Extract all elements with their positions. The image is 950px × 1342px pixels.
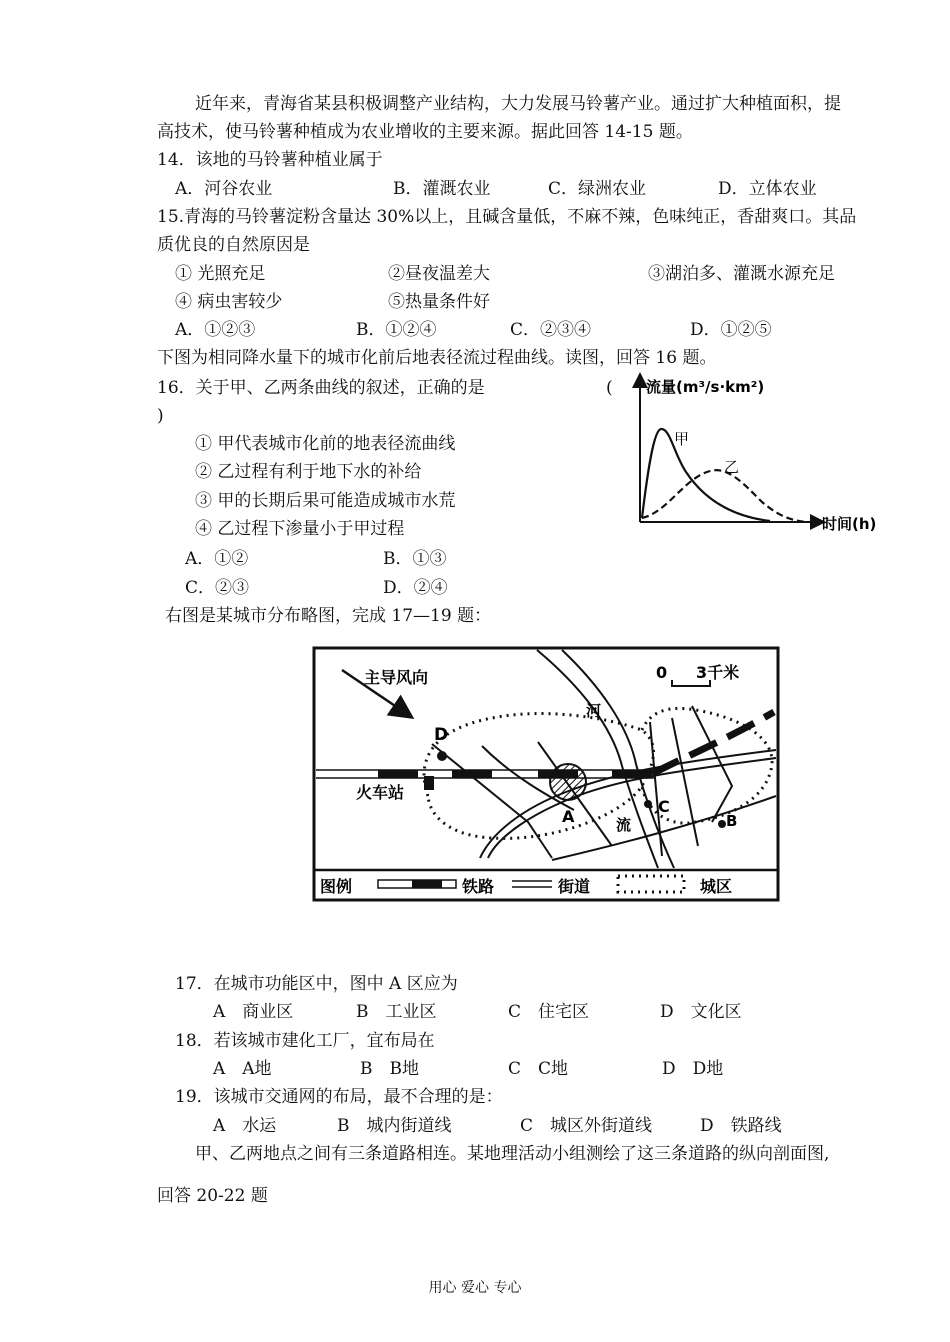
point-b-label: B [726,812,738,830]
y-axis-label: 流量(m³/s·km²) [646,378,765,396]
q17-option-c: C 住宅区 [508,1002,590,1022]
point-b-marker [718,820,726,828]
q19-stem: 19．该城市交通网的布局，最不合理的是： [175,1087,503,1107]
river-label-lower: 流 [616,816,632,834]
point-a-marker [550,764,586,800]
intro-line-2: 高技术，使马铃薯种植成为农业增收的主要来源。据此回答 14-15 题。 [157,122,693,142]
q14-option-c: C．绿洲农业 [548,179,647,199]
q18-option-d: D D地 [662,1059,724,1079]
q16-option-c: C．②③ [185,578,250,598]
page-footer: 用心 爱心 专心 [428,1280,522,1296]
q16-option-b: B．①③ [383,549,447,569]
curve-yi [642,470,806,522]
q16-paren-close: ) [157,406,164,426]
legend-title: 图例 [320,877,353,896]
q16-stem: 16．关于甲、乙两条曲线的叙述，正确的是 [157,378,485,398]
scale-zero: 0 [656,663,668,682]
legend-street-label: 街道 [558,877,591,896]
point-c-label: C [658,797,670,816]
point-d-marker [437,751,447,761]
intro16-text: 下图为相同降水量下的城市化前后地表径流过程曲线。读图，回答 16 题。 [157,348,717,368]
runoff-hydrograph [620,372,890,542]
legend-railway-fill [412,880,442,888]
station-label: 火车站 [356,783,405,802]
q16-item-4: ④ 乙过程下渗量小于甲过程 [195,519,405,539]
q15-item-5: ⑤热量条件好 [388,292,490,312]
intro20-line-1: 甲、乙两地点之间有三条道路相连。某地理活动小组测绘了这三条道路的纵向剖面图, [195,1144,830,1164]
q19-option-a: A 水运 [213,1116,277,1136]
q18-option-b: B B地 [360,1059,419,1079]
q15-item-1: ① 光照充足 [175,264,266,284]
intro17-text: 右图是某城市分布略图，完成 17—19 题： [165,606,492,626]
q16-item-2: ② 乙过程有利于地下水的补给 [195,462,422,482]
intro-line-1: 近年来，青海省某县积极调整产业结构，大力发展马铃薯产业。通过扩大种植面积，提 [195,94,841,114]
curve-yi-label: 乙 [724,458,740,476]
q17-option-b: B 工业区 [356,1002,437,1022]
railway-segment [378,770,418,778]
q17-option-d: D 文化区 [660,1002,742,1022]
point-a-label: A [562,807,575,826]
curve-jia-label: 甲 [674,430,690,448]
intro20-line-2: 回答 20-22 题 [157,1186,268,1206]
q19-option-c: C 城区外街道线 [520,1116,653,1136]
q15-option-c: C．②③④ [510,320,592,340]
q15-option-b: B．①②④ [356,320,437,340]
q15-stem-1: 15.青海的马铃薯淀粉含量达 30%以上，且碱含量低，不麻不辣，色味纯正，香甜爽口。其品 [157,207,857,227]
river-label-upper: 河 [586,702,602,720]
point-c-marker [644,800,652,808]
q16-option-d: D．②④ [383,578,448,598]
q18-stem: 18．若该城市建化工厂，宜布局在 [175,1031,435,1051]
q15-item-3: ③湖泊多、灌溉水源充足 [648,264,835,284]
q17-stem: 17．在城市功能区中，图中 A 区应为 [175,974,458,994]
q18-option-a: A A地 [213,1059,272,1079]
q15-item-4: ④ 病虫害较少 [175,292,283,312]
q16-paren-open: ( [606,378,613,398]
q14-option-a: A．河谷农业 [175,179,273,199]
q16-item-1: ① 甲代表城市化前的地表径流曲线 [195,434,456,454]
legend-railway-label: 铁路 [462,877,495,896]
q19-option-d: D 铁路线 [700,1116,782,1136]
point-d-label: D [434,725,449,745]
wind-label: 主导风向 [364,668,429,687]
q17-option-a: A 商业区 [213,1002,294,1022]
q18-option-c: C C地 [508,1059,569,1079]
station-marker [424,776,434,790]
q15-option-a: A．①②③ [175,320,256,340]
q15-stem-2: 质优良的自然原因是 [157,235,310,255]
q14-stem: 14．该地的马铃薯种植业属于 [157,150,383,170]
q14-option-d: D．立体农业 [718,179,817,199]
x-axis-label: 时间(h) [822,515,877,533]
q15-option-d: D．①②⑤ [690,320,772,340]
q16-option-a: A．①② [185,549,249,569]
legend-urban-label: 城区 [700,877,733,896]
city-map [312,646,782,904]
q15-item-2: ②昼夜温差大 [388,264,490,284]
q16-item-3: ③ 甲的长期后果可能造成城市水荒 [195,491,456,511]
scale-label: 3千米 [696,663,740,682]
q19-option-b: B 城内街道线 [337,1116,452,1136]
q14-option-b: B．灌溉农业 [393,179,491,199]
